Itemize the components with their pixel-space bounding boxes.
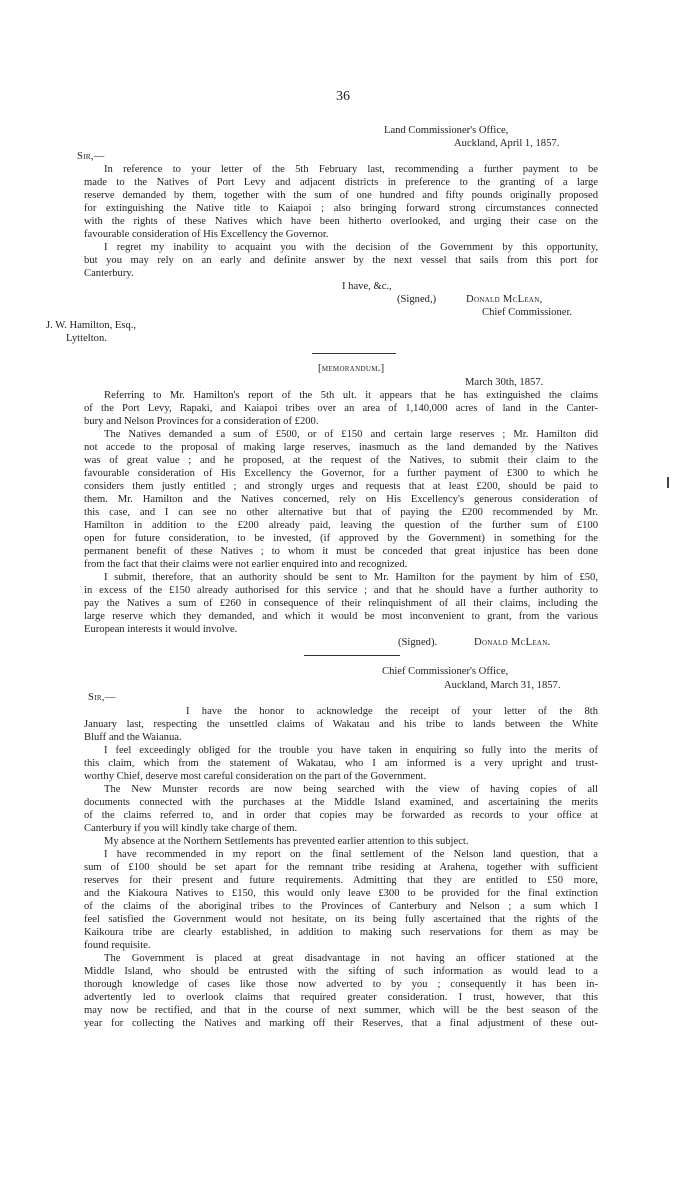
letter2-line: thorough knowledge of cases like those now adverted to by you ; consequently it has been in- [84, 979, 598, 990]
letter2-line: of the claims referred to, and in order that copies may be forwarded as records to your office at [84, 810, 598, 821]
memo-line: The Natives demanded a sum of £500, or of £150 and certain large reserves ; Mr. Hamilton did [104, 429, 598, 440]
memo-line: from the fact that their claims were not earlier enquired into and recognized. [84, 559, 408, 570]
letter2-line: of the claims of the aboriginal tribes to the Provinces of Canterbury and Nelson ; a sum which I [84, 901, 598, 912]
letter2-line: Bluff and the Waianua. [84, 732, 182, 743]
letter2-line: documents connected with the purchases at the Middle Island examined, and ascertaining the merits [84, 797, 598, 808]
letter2-line: Middle Island, who should be entrusted with the sifting of such information as would lead to a [84, 966, 598, 977]
section-divider [304, 655, 400, 656]
letter1-office: Land Commissioner's Office, [384, 125, 509, 136]
section-divider [312, 353, 396, 354]
margin-mark [667, 477, 669, 488]
letter1-line: reserve demanded by them, together with the sum of one hundred and fifty pounds originally proposed [84, 190, 598, 201]
letter1-line: Canterbury. [84, 268, 134, 279]
memo-line: Referring to Mr. Hamilton's report of the 5th ult. it appears that he has extinguished the claims [104, 390, 598, 401]
letter2-line: feel satisfied the Government would not hesitate, on its being fully ascertained that the rights of the [84, 914, 598, 925]
letter1-salutation: Sir,— [77, 151, 105, 162]
memo-line: permanent benefit of these Natives ; to whom it must be conceded that great injustice has been done [84, 546, 598, 557]
letter1-addressee: J. W. Hamilton, Esq., [46, 320, 137, 331]
letter2-line: this claim, which from the statement of Wakatau, who I am informed is a very upright and trust- [84, 758, 598, 769]
letter1-line: but you may rely on an early and definite answer by the next vessel that sails from this port for [84, 255, 598, 266]
memo-line: considers them justly entitled ; and strongly urges and requests that at least £200, should be paid to [84, 481, 598, 492]
letter2-line: The New Munster records are now being searched with the view of having copies of all [104, 784, 598, 795]
page-number: 36 [336, 89, 350, 104]
memo-line: pay the Natives a sum of £260 in consequence of their relinquishment of all their claims, including the [84, 598, 598, 609]
letter1-line: with the rights of these Natives which have been hitherto overlooked, and urging their case on the [84, 216, 598, 227]
letter2-line: January last, respecting the unsettled claims of Wakatau and his tribe to lands between the White [84, 719, 598, 730]
memo-line: large reserve which they demanded, and which it would be most inconvenient to grant, from the various [84, 611, 598, 622]
memo-line: favourable consideration of His Excellency the Governor, for a further payment of £300 to which he [84, 468, 598, 479]
letter2-line: advertently led to overlook claims that required greater consideration. I trust, however, that this [84, 992, 598, 1003]
memo-line: Hamilton in addition to the £200 already paid, leaving the question of the further sum of £100 [84, 520, 598, 531]
memo-line: bury and Nelson Provinces for a consideration of £200. [84, 416, 319, 427]
memo-signed: (Signed). [398, 637, 438, 648]
letter2-line: reserves for their present and future requirements. Admitting that they are entitled to £50 more, [84, 875, 598, 886]
letter1-signatory: Donald McLean, [466, 294, 543, 305]
letter2-line: and the Kiakoura Natives to £150, this would only leave £300 to be provided for the final extinction [84, 888, 598, 899]
memo-line: was of great value ; and he proposed, at the request of the Natives, to submit their claim to the [84, 455, 598, 466]
letter2-line: may now be rectified, and that in the course of next summer, which will be the best season of the [84, 1005, 598, 1016]
letter2-line: The Government is placed at great disadvantage in not having an officer stationed at the [104, 953, 598, 964]
letter2-salutation: Sir,— [88, 692, 116, 703]
memo-line: European interests it would involve. [84, 624, 238, 635]
memo-line: in excess of the £150 already authorised for this service ; and that he should have a further authority to [84, 585, 598, 596]
letter2-line: I have recommended in my report on the final settlement of the Nelson land question, that a [104, 849, 598, 860]
letter2-first-line: I have the honor to acknowledge the receipt of your letter of the 8th [186, 706, 598, 717]
letter1-signed: (Signed,) [397, 294, 437, 305]
letter1-closing: I have, &c., [342, 281, 392, 292]
letter2-line: found requisite. [84, 940, 151, 951]
letter2-line: worthy Chief, deserve most careful consideration on the part of the Government. [84, 771, 427, 782]
letter2-line: sum of £100 should be set apart for the remnant tribe residing at Arahena, together with sufficient [84, 862, 598, 873]
letter1-line: In reference to your letter of the 5th February last, recommending a further payment to be [104, 164, 598, 175]
memo-line: this case, and I can see no other alternative but that of paying the £200 recommended by Mr. [84, 507, 598, 518]
letter2-line: year for collecting the Natives and marking off their Reserves, that a final adjustment of these out- [84, 1018, 598, 1029]
memo-line: not accede to the proposal of making large reserves, inasmuch as the land demanded by the Natives [84, 442, 598, 453]
letter2-line: I feel exceedingly obliged for the trouble you have taken in enquiring so fully into the merits of [104, 745, 598, 756]
memo-signatory: Donald McLean. [474, 637, 551, 648]
letter2-line: Kaikoura tribe are clearly established, in addition to making such reservations for them as may be [84, 927, 598, 938]
letter1-line: favourable consideration of His Excellency the Governor. [84, 229, 329, 240]
letter1-line: for extinguishing the Native title to Kaiapoi ; also bringing forward strong circumstances connected [84, 203, 598, 214]
letter2-office: Chief Commissioner's Office, [382, 666, 509, 677]
memo-heading: [memorandum.] [318, 363, 385, 374]
letter1-place-date: Auckland, April 1, 1857. [454, 138, 560, 149]
memo-line: them. Mr. Hamilton and the Natives concerned, rely on His Excellency's generous consideration of [84, 494, 598, 505]
letter1-signatory-title: Chief Commissioner. [482, 307, 573, 318]
memo-line: of the Port Levy, Rapaki, and Kaiapoi tribes over an area of 1,140,000 acres of land in the Canter- [84, 403, 598, 414]
memo-line: I submit, therefore, that an authority should be sent to Mr. Hamilton for the payment by him of £50, [104, 572, 598, 583]
letter1-addressee-place: Lyttelton. [66, 333, 107, 344]
letter2-line: Canterbury if you will kindly take charge of them. [84, 823, 298, 834]
letter2-line: My absence at the Northern Settlements has prevented earlier attention to this subject. [104, 836, 469, 847]
letter1-line: I regret my inability to acquaint you with the decision of the Government by this opportunity, [104, 242, 598, 253]
memo-line: open for future consideration, to be invested, (if approved by the Government) in something for the [84, 533, 598, 544]
letter2-place-date: Auckland, March 31, 1857. [444, 680, 561, 691]
letter1-line: made to the Natives of Port Levy and adjacent districts in preference to the granting of a large [84, 177, 598, 188]
memo-date: March 30th, 1857. [465, 377, 544, 388]
